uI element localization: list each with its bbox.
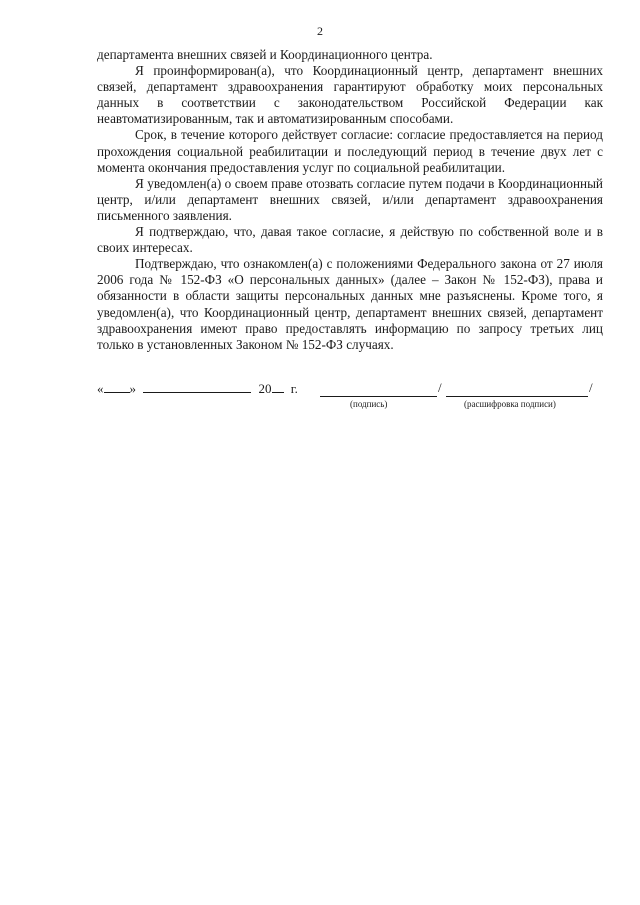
decoding-line xyxy=(446,380,588,397)
signature-block xyxy=(97,380,603,420)
slash-separator: / xyxy=(438,380,442,395)
open-quote: « xyxy=(97,381,104,396)
paragraph-withdrawal-right: Я уведомлен(а) о своем праве отозвать согласие путем подачи в Координационный центр, и/или департамент внешних связей, и/или департамент здравоохранения письменного заявления. xyxy=(97,175,603,223)
document-body xyxy=(97,47,603,353)
paragraph-consent-period: Срок, в течение которого действует согласие: согласие предоставляется на период прохождения социальной реабилитации и последующий период в течение двух лет с момента окончания предоставления услуг по социальной реабилитации. xyxy=(97,127,603,175)
paragraph-free-will: Я подтверждаю, что, давая такое согласие, я действую по собственной воле и в своих интересах. xyxy=(97,224,603,256)
page-number: 2 xyxy=(317,24,323,38)
year-prefix: 20 xyxy=(258,381,272,396)
close-quote: » xyxy=(129,381,136,396)
paragraph-processing-guarantee: Я проинформирован(а), что Координационный центр, департамент внешних связей, департамент здравоохранения гарантируют обработку моих персональных данных в соответствии с законодательством Российской Федерации как неавтоматизированным, так и автоматизированным способами. xyxy=(97,63,603,127)
decoding-caption: (расшифровка подписи) xyxy=(464,399,556,409)
paragraph-continuation: департамента внешних связей и Координационного центра. xyxy=(97,47,433,62)
signature-line xyxy=(320,380,437,397)
year-blank xyxy=(272,380,284,393)
year-suffix: г. xyxy=(290,381,298,396)
date-field xyxy=(97,380,298,397)
paragraph-law-acknowledgement: Подтверждаю, что ознакомлен(а) с положениями Федерального закона от 27 июля 2006 года № 152-ФЗ «О персональных данных» (далее – Закон № 152-ФЗ), права и обязанности в области защиты персональных данных мне разъяснены. Кроме того, я уведомлен(а), что Координационный центр, департамент внешних связей, департамент здравоохранения имеют право предоставлять информацию по запросу третьих лиц только в установленных Законом № 152-ФЗ случаях. xyxy=(97,256,603,352)
day-blank xyxy=(104,380,130,393)
signature-caption: (подпись) xyxy=(350,399,388,409)
slash-end: / xyxy=(589,380,593,395)
month-blank xyxy=(143,380,251,393)
